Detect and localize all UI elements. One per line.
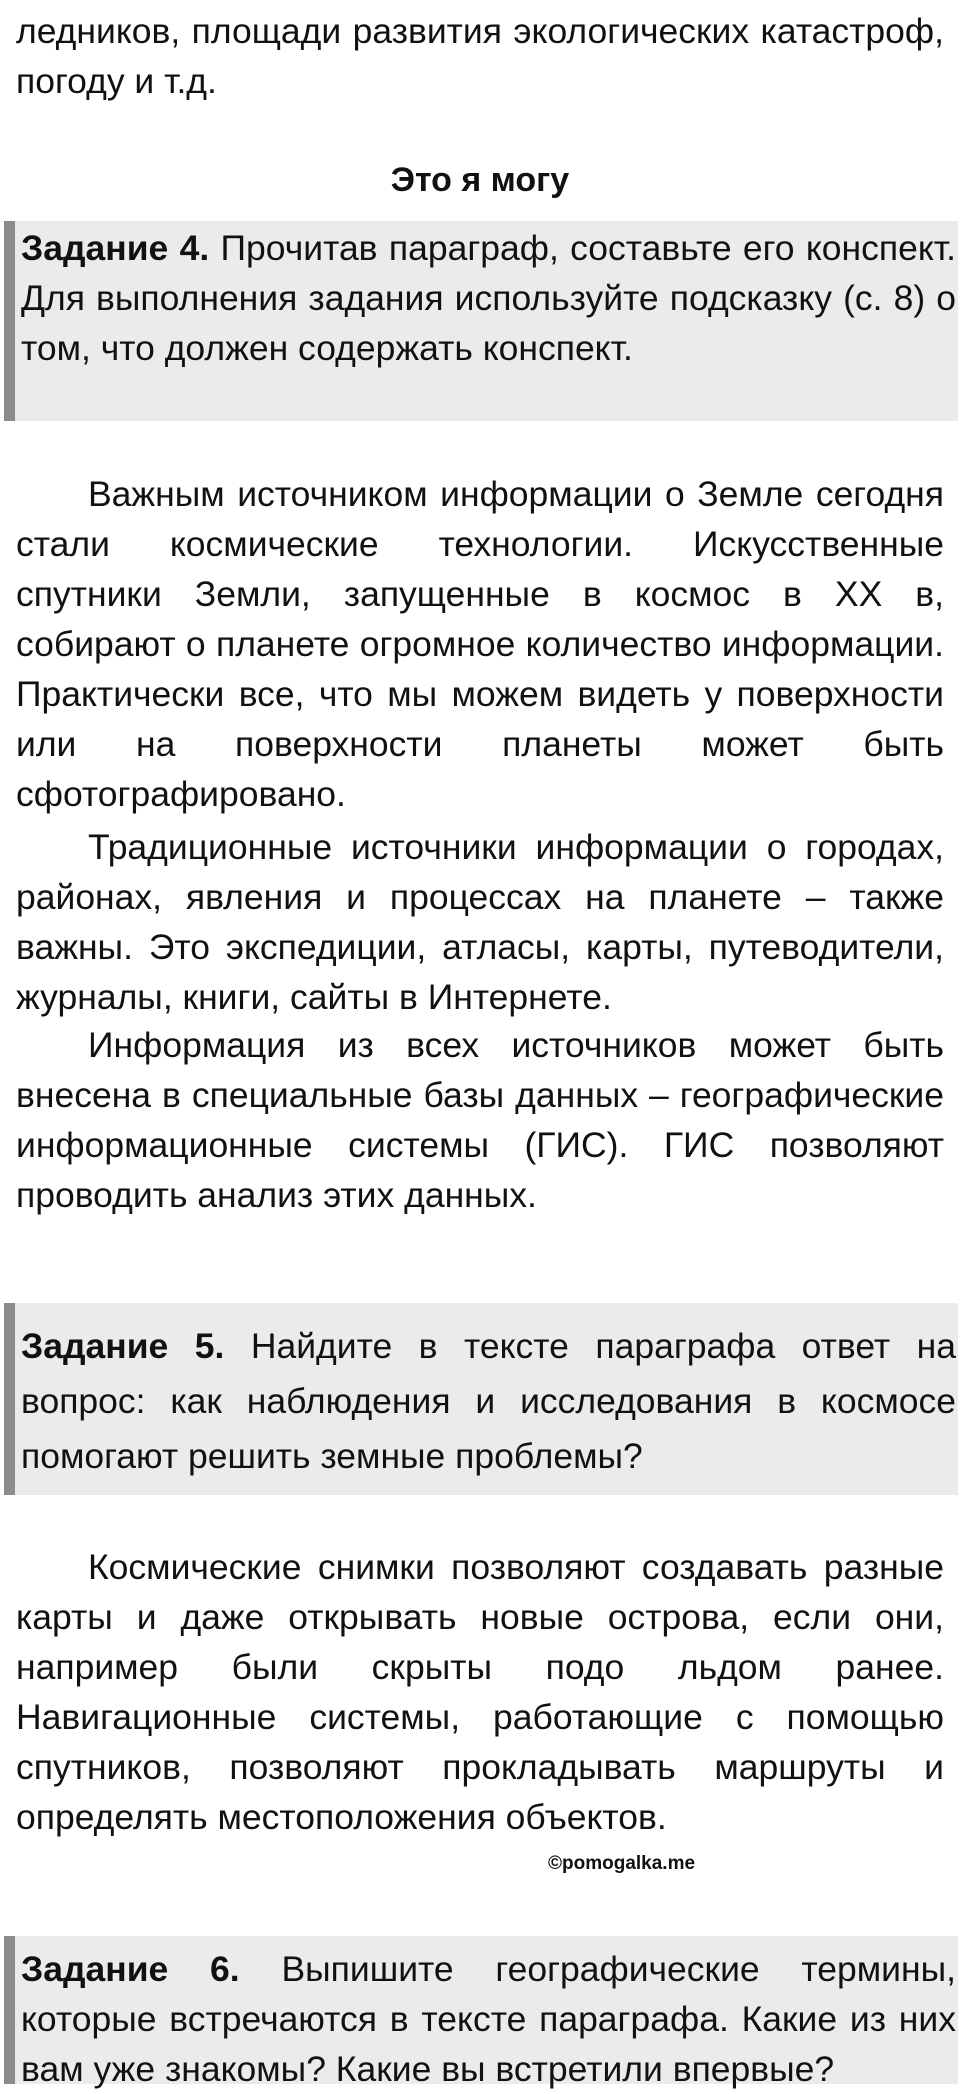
task-5-label: Задание 5. [21,1326,225,1366]
task-6-label: Задание 6. [21,1949,240,1989]
task-5-body: Найдите в тексте параграфа ответ на вопрос: как наблюдения и исследования в космосе помогают решить земные проблемы? [21,1326,956,1476]
task-6-body: Выпишите географические термины, которые встречаются в тексте параграфа. Какие из них вам уже знакомы? Какие вы встретили впервые? [21,1949,956,2089]
task-6-text [15,1944,958,2094]
answer-5-paragraph-1: Космические снимки позволяют создавать разные карты и даже открывать новые острова, если они, например были скрыты подо льдом ранее. Навигационные системы, работающие с помощью спутников, позволяют прокладывать маршруты и определять местоположения объектов. [16,1547,944,1837]
task-4-body: Прочитав параграф, составьте его конспект. Для выполнения задания используйте подсказку (с. 8) о том, что должен содержать конспект. [21,228,956,368]
task-5-box [4,1303,958,1495]
section-heading: Это я могу [390,161,570,199]
task-5-text [15,1319,958,1484]
answer-4-paragraph-1: Важным источником информации о Земле сегодня стали космические технологии. Искусственные спутники Земли, запущенные в космос в XX в, собирают о планете огромное количество информации. Практически все, что мы можем видеть у поверхности или на поверхности планеты может быть сфотографировано. [16,474,944,814]
answer-4-paragraph-3: Информация из всех источников может быть внесена в специальные базы данных – географические информационные системы (ГИС). ГИС позволяют проводить анализ этих данных. [16,1025,944,1215]
answer-4-paragraph-2: Традиционные источники информации о городах, районах, явления и процессах на планете – также важны. Это экспедиции, атласы, карты, путеводители, журналы, книги, сайты в Интернете. [16,827,944,1017]
watermark: ©pomogalka.me [548,1853,696,1874]
intro-paragraph: ледников, площади развития экологических катастроф, погоду и т.д. [16,11,944,101]
task-6-box [4,1936,958,2089]
task-4-label: Задание 4. [21,228,210,268]
task-4-box [4,221,958,421]
task-4-text [15,223,958,373]
